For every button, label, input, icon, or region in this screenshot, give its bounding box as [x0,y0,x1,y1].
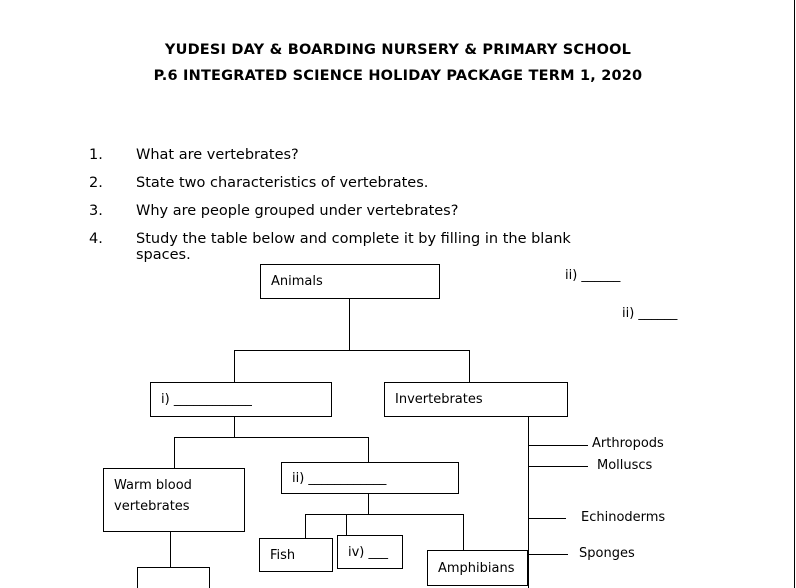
connector-line [234,417,235,437]
invertebrates-box [384,382,568,417]
amphibians-box [427,550,528,586]
echinoderms-label: Echinoderms [581,510,666,525]
connector-line [346,514,347,535]
blank-label: ii) ____________ [292,470,387,486]
connector-line [170,532,171,567]
vertebrates-blank-box [150,382,332,417]
invertebrates-label: Invertebrates [395,392,483,407]
warm-blood-child-box [137,567,210,588]
connector-line [528,518,566,519]
connector-line [305,514,464,515]
cold-blood-blank-box [281,462,459,494]
fish-box [259,538,333,572]
connector-line [368,437,369,462]
molluscs-label: Molluscs [597,458,653,473]
sponges-label: Sponges [579,546,635,561]
package-title: P.6 INTEGRATED SCIENCE HOLIDAY PACKAGE TERM 1, 2020 [153,68,643,84]
connector-line [528,466,588,467]
connector-line [528,554,568,555]
connector-line [528,445,588,446]
question-number: 3. [89,203,103,219]
connector-line [349,299,350,350]
animals-box [260,264,440,299]
blank-label: i) ____________ [161,392,252,407]
connector-line [174,437,175,468]
connector-line [463,514,464,550]
side-blank-label: ii) ______ [565,268,621,283]
connector-line [305,514,306,538]
connector-line [368,494,369,514]
blank-label: iv) ___ [348,544,389,560]
connector-line [528,417,529,588]
question-number: 2. [89,175,103,191]
question-number: 4. [89,231,103,247]
question-text: Study the table below and complete it by filling in the blank [136,231,571,247]
arthropods-label: Arthropods [592,436,664,451]
connector-line [234,350,235,382]
school-name: YUDESI DAY & BOARDING NURSERY & PRIMARY SCHOOL [164,42,632,58]
question-text: spaces. [136,247,191,263]
side-blank-label: ii) ______ [622,306,678,321]
question-text: State two characteristics of vertebrates. [136,175,429,191]
question-text: What are vertebrates? [136,147,299,163]
connector-line [174,437,369,438]
warm-blood-label: Warm blood vertebrates [114,478,192,514]
blank-iv-box [337,535,403,569]
warm-blood-box [103,468,245,532]
question-number: 1. [89,147,103,163]
question-text: Why are people grouped under vertebrates? [136,203,459,219]
animals-label: Animals [271,274,323,289]
page-right-border [794,0,795,588]
connector-line [469,350,470,382]
connector-line [234,350,470,351]
amphibians-label: Amphibians [438,560,515,576]
fish-label: Fish [270,547,296,563]
